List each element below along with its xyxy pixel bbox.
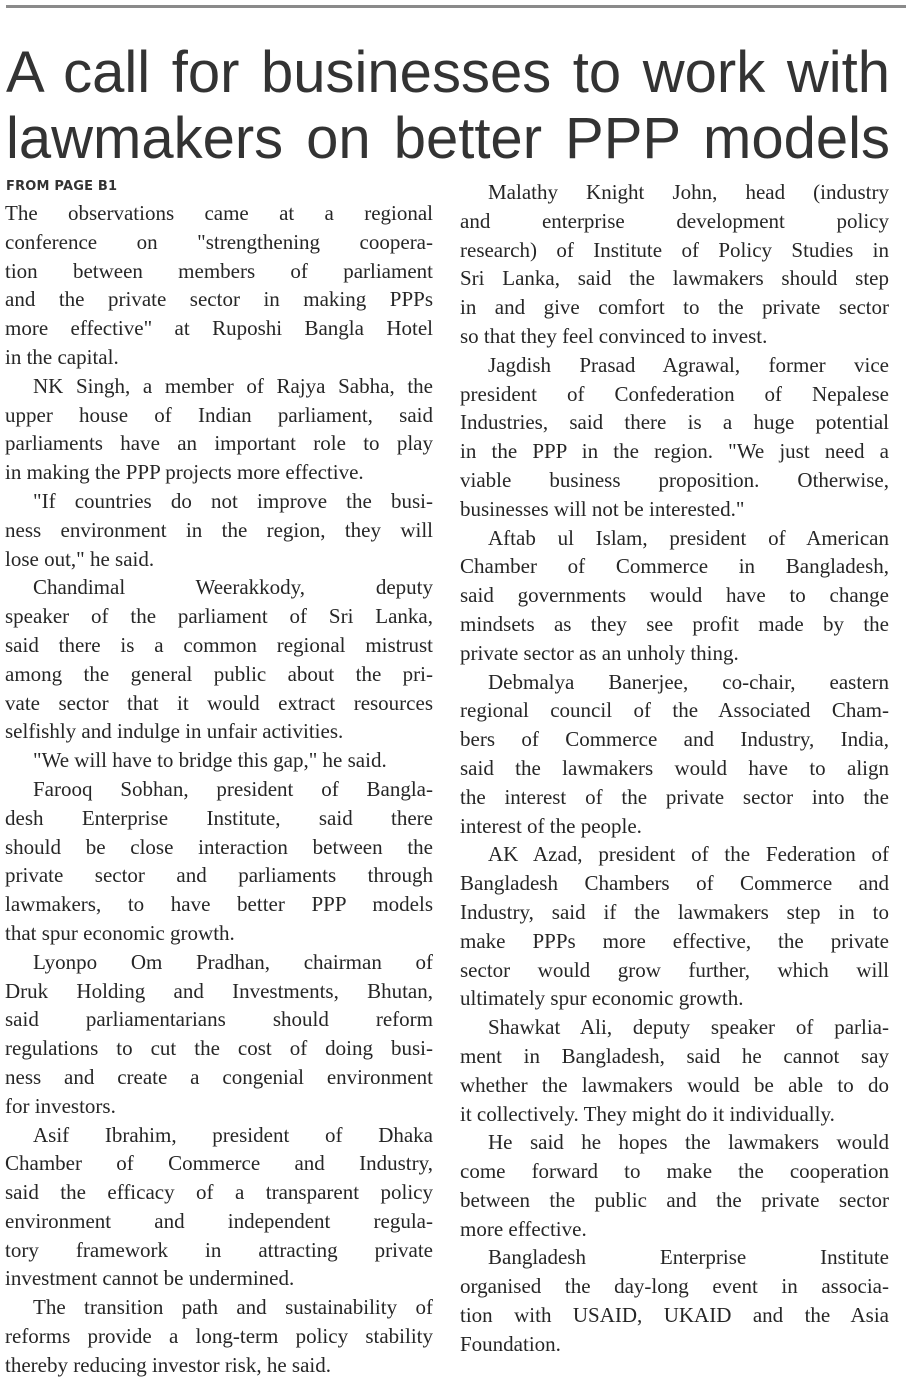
article-line: it collectively. They might do it individually. [460,1101,835,1126]
article-line: Malathy Knight John, head (industry [488,180,889,204]
article-line: Chandimal Weerakkody, deputy [33,575,433,600]
article-line: in the capital. [5,344,119,369]
article-line: parliaments have an important role to play [5,431,433,456]
article-line: lose out," he said. [5,546,155,571]
article-line: Jagdish Prasad Agrawal, former vice [488,352,889,377]
article-line: for investors. [5,1093,116,1118]
article-paragraph [5,746,433,775]
article-paragraph [5,199,433,372]
article-line: said the lawmakers would have to align [460,755,889,780]
article-line: organised the day-long event in associa- [460,1274,889,1299]
article-line: in making the PPP projects more effective. [5,460,364,485]
article-column-right [460,178,889,1359]
article-line: NK Singh, a member of Rajya Sabha, the [33,373,433,398]
article-line: Druk Holding and Investments, Bhutan, [5,978,433,1003]
article-line: Bangladesh Chambers of Commerce and [460,871,889,896]
article-line: whether the lawmakers would be able to do [460,1072,889,1097]
article-line: said there is a common regional mistrust [5,632,433,657]
article-line: Aftab ul Islam, president of American [488,525,889,550]
article-line: desh Enterprise Institute, said there [5,805,433,830]
article-line: The transition path and sustainability of [33,1295,433,1320]
article-line: Debmalya Banerjee, co-chair, eastern [488,669,889,694]
article-line: Chamber of Commerce and Industry, [5,1151,433,1176]
article-paragraph [460,1013,889,1128]
article-line: The observations came at a regional [5,201,433,225]
article-paragraph [5,1121,433,1294]
article-line: He said he hopes the lawmakers would [488,1130,889,1155]
headline-line: lawmakers on better PPP models [6,106,890,171]
article-line: sector would grow further, which will [460,957,889,982]
article-paragraph [5,948,433,1121]
article-line: research) of Institute of Policy Studies in [460,237,889,262]
headline-line: A call for businesses to work with [6,40,890,105]
article-line: make PPPs more effective, the private [460,928,889,953]
article-line: and enterprise development policy [460,208,889,233]
article-line: investment cannot be undermined. [5,1266,295,1291]
article-line: private sector and parliaments through [5,863,433,888]
article-line: businesses will not be interested." [460,496,745,521]
article-line: Industries, said there is a huge potential [460,410,889,435]
article-paragraph [5,372,433,487]
article-line: so that they feel convinced to invest. [460,323,768,348]
article-line: environment and independent regula- [5,1208,433,1233]
from-page-kicker: FROM PAGE B1 [6,179,118,194]
article-line: mindsets as they see profit made by the [460,611,889,636]
article-line: interest of the people. [460,813,642,838]
article-line: Bangladesh Enterprise Institute [488,1245,889,1270]
article-line: and the private sector in making PPPs [5,287,433,312]
article-line: said the efficacy of a transparent policy [5,1180,433,1205]
article-paragraph [460,840,889,1013]
article-line: come forward to make the cooperation [460,1159,889,1184]
article-paragraph [5,487,433,573]
article-line: AK Azad, president of the Federation of [488,842,889,867]
article-line: ness and create a congenial environment [5,1064,433,1089]
article-line: conference on "strengthening coopera- [5,229,433,254]
article-line: regulations to cut the cost of doing busi- [5,1036,433,1061]
article-line: Sri Lanka, said the lawmakers should step [460,266,889,291]
article-column-left [5,199,433,1380]
article-line: Shawkat Ali, deputy speaker of parlia- [488,1015,889,1040]
article-line: said governments would have to change [460,583,889,608]
article-paragraph [460,178,889,351]
headline [6,40,890,172]
article-paragraph [5,775,433,948]
article-line: said parliamentarians should reform [5,1007,433,1032]
article-line: Asif Ibrahim, president of Dhaka [33,1122,433,1147]
article-line: more effective. [460,1216,587,1241]
article-line: tion between members of parliament [5,258,433,283]
article-line: the interest of the private sector into the [460,784,889,809]
article-line: among the general public about the pri- [5,661,433,686]
article-paragraph [460,1243,889,1358]
article-line: ment in Bangladesh, said he cannot say [460,1043,889,1068]
article-line: upper house of Indian parliament, said [5,402,433,427]
article-line: Lyonpo Om Pradhan, chairman of [33,949,433,974]
article-line: Chamber of Commerce in Bangladesh, [460,554,889,579]
top-rule [6,5,906,8]
article-line: viable business proposition. Otherwise, [460,467,889,492]
article-line: in the PPP in the region. "We just need a [460,439,889,464]
article-line: "If countries do not improve the busi- [33,488,433,513]
article-line: regional council of the Associated Cham- [460,698,889,723]
article-line: ultimately spur economic growth. [460,986,744,1011]
article-line: tion with USAID, UKAID and the Asia [460,1303,889,1328]
article-line: lawmakers, to have better PPP models [5,892,433,917]
article-line: between the public and the private sector [460,1187,889,1212]
article-line: tory framework in attracting private [5,1237,433,1262]
article-line: bers of Commerce and Industry, India, [460,727,889,752]
article-line: more effective" at Ruposhi Bangla Hotel [5,316,433,341]
article-line: thereby reducing investor risk, he said. [5,1352,331,1377]
article-paragraph [460,524,889,668]
article-line: vate sector that it would extract resources [5,690,433,715]
article-line: should be close interaction between the [5,834,433,859]
article-paragraph [460,351,889,524]
article-line: ness environment in the region, they will [5,517,433,542]
article-line: that spur economic growth. [5,920,235,945]
article-line: Foundation. [460,1331,561,1356]
article-line: speaker of the parliament of Sri Lanka, [5,604,433,629]
article-line: Industry, said if the lawmakers step in to [460,899,889,924]
article-line: president of Confederation of Nepalese [460,381,889,406]
article-paragraph [460,1128,889,1243]
article-line: in and give comfort to the private sector [460,295,889,320]
article-line: selfishly and indulge in unfair activities. [5,719,344,744]
article-paragraph [5,573,433,746]
article-paragraph [5,1293,433,1379]
article-line: private sector as an unholy thing. [460,640,739,665]
article-line: Farooq Sobhan, president of Bangla- [33,776,433,801]
article-paragraph [460,668,889,841]
article-line: "We will have to bridge this gap," he said. [33,748,387,773]
article-line: reforms provide a long-term policy stability [5,1324,433,1349]
